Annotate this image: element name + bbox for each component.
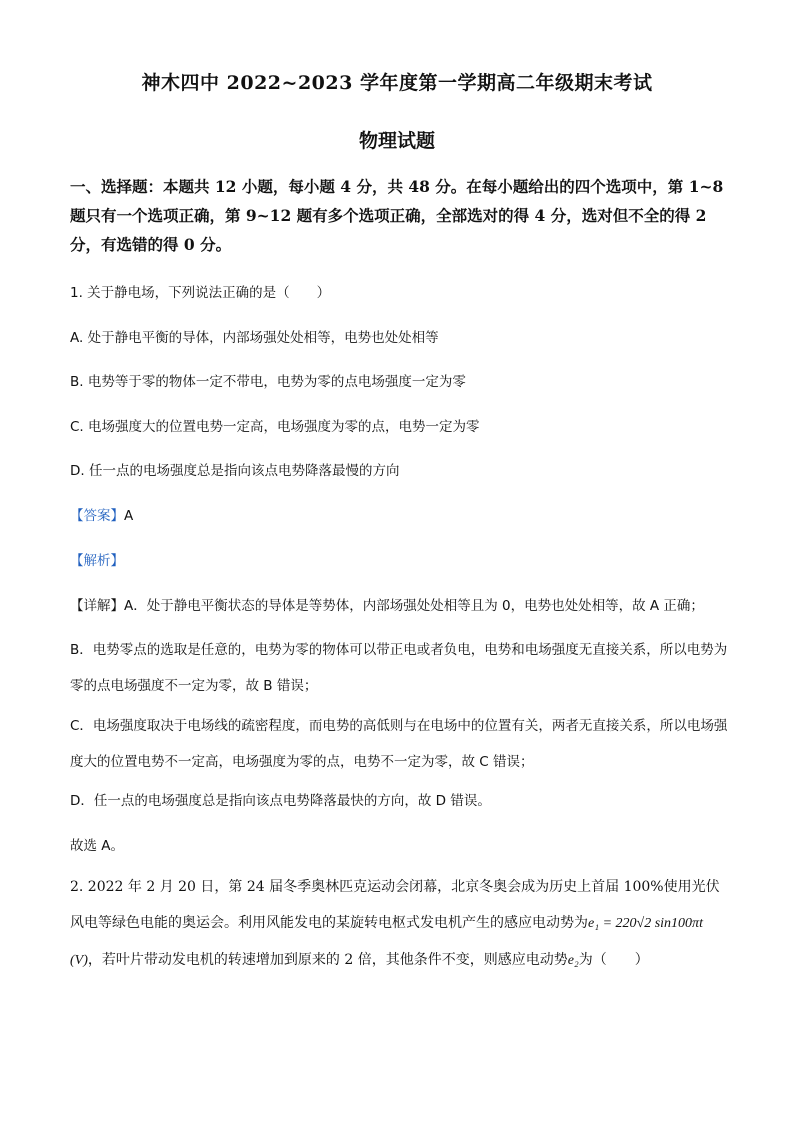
q1-conclusion: 故选 A。	[70, 838, 125, 854]
exam-title: 神木四中 2022~2023 学年度第一学期高二年级期末考试	[141, 72, 653, 94]
q2-formula: e₁ = 220√2 sin100πt (V)	[70, 916, 703, 968]
q1-detail-c: C．电场强度取决于电场线的疏密程度，而电势的高低则与在电场中的位置有关，两者无直接关系，所以电场强度大的位置电势不一定高，电场强度为零的点，电势不一定为零，故 C 错误；	[70, 718, 728, 770]
q1-option-d: D. 任一点的电场强度总是指向该点电势降落最慢的方向	[70, 463, 400, 479]
q2-stem	[70, 869, 730, 979]
q2-stem-part1: 2. 2022 年 2 月 20 日，第 24 届冬季奥林匹克运动会闭幕，北京冬奥会成为历史上首届 100%使用光伏风电等绿色电能的奥运会。利用风能发电的某旋转电枢式发电机产生的感应电动势为	[70, 879, 720, 931]
q1-detail-b: B．电势零点的选取是任意的，电势为零的物体可以带正电或者负电，电势和电场强度无直接关系，所以电势为零的点电场强度不一定为零，故 B 错误；	[70, 642, 728, 694]
q1-option-a: A. 处于静电平衡的导体，内部场强处处相等，电势也处处相等	[70, 330, 439, 346]
detail-label: 【详解】	[70, 598, 124, 614]
exam-subtitle: 物理试题	[358, 130, 435, 152]
q1-option-b: B. 电势等于零的物体一定不带电，电势为零的点电场强度一定为零	[70, 374, 466, 390]
answer-label: 【答案】	[70, 508, 124, 524]
q2-stem-part2: ，若叶片带动发电机的转速增加到原来的 2 倍，其他条件不变，则感应电动势	[87, 952, 568, 968]
detail-a-text: A．处于静电平衡状态的导体是等势体，内部场强处处相等且为 0，电势也处处相等，故 A 正确；	[124, 598, 704, 614]
section-instructions: 一、选择题：本题共 12 小题，每小题 4 分，共 48 分。在每小题给出的四个选项中，第 1~8 题只有一个选项正确，第 9~12 题有多个选项正确，全部选对的得 4 分，选对但不全的得 2 分，有选错的得 0 分。	[70, 177, 724, 254]
q1-answer	[70, 507, 730, 526]
analysis-label: 【解析】	[70, 553, 124, 569]
q2-e2: e₂	[567, 953, 579, 968]
q1-detail-d: D．任一点的电场强度总是指向该点电势降落最快的方向，故 D 错误。	[70, 793, 491, 809]
q1-detail-a	[70, 597, 730, 616]
answer-value: A	[124, 508, 134, 524]
q1-option-c: C. 电场强度大的位置电势一定高，电场强度为零的点，电势一定为零	[70, 419, 480, 435]
q1-stem: 1. 关于静电场，下列说法正确的是（ ）	[70, 285, 331, 301]
q2-stem-part3: 为（ ）	[578, 952, 649, 968]
